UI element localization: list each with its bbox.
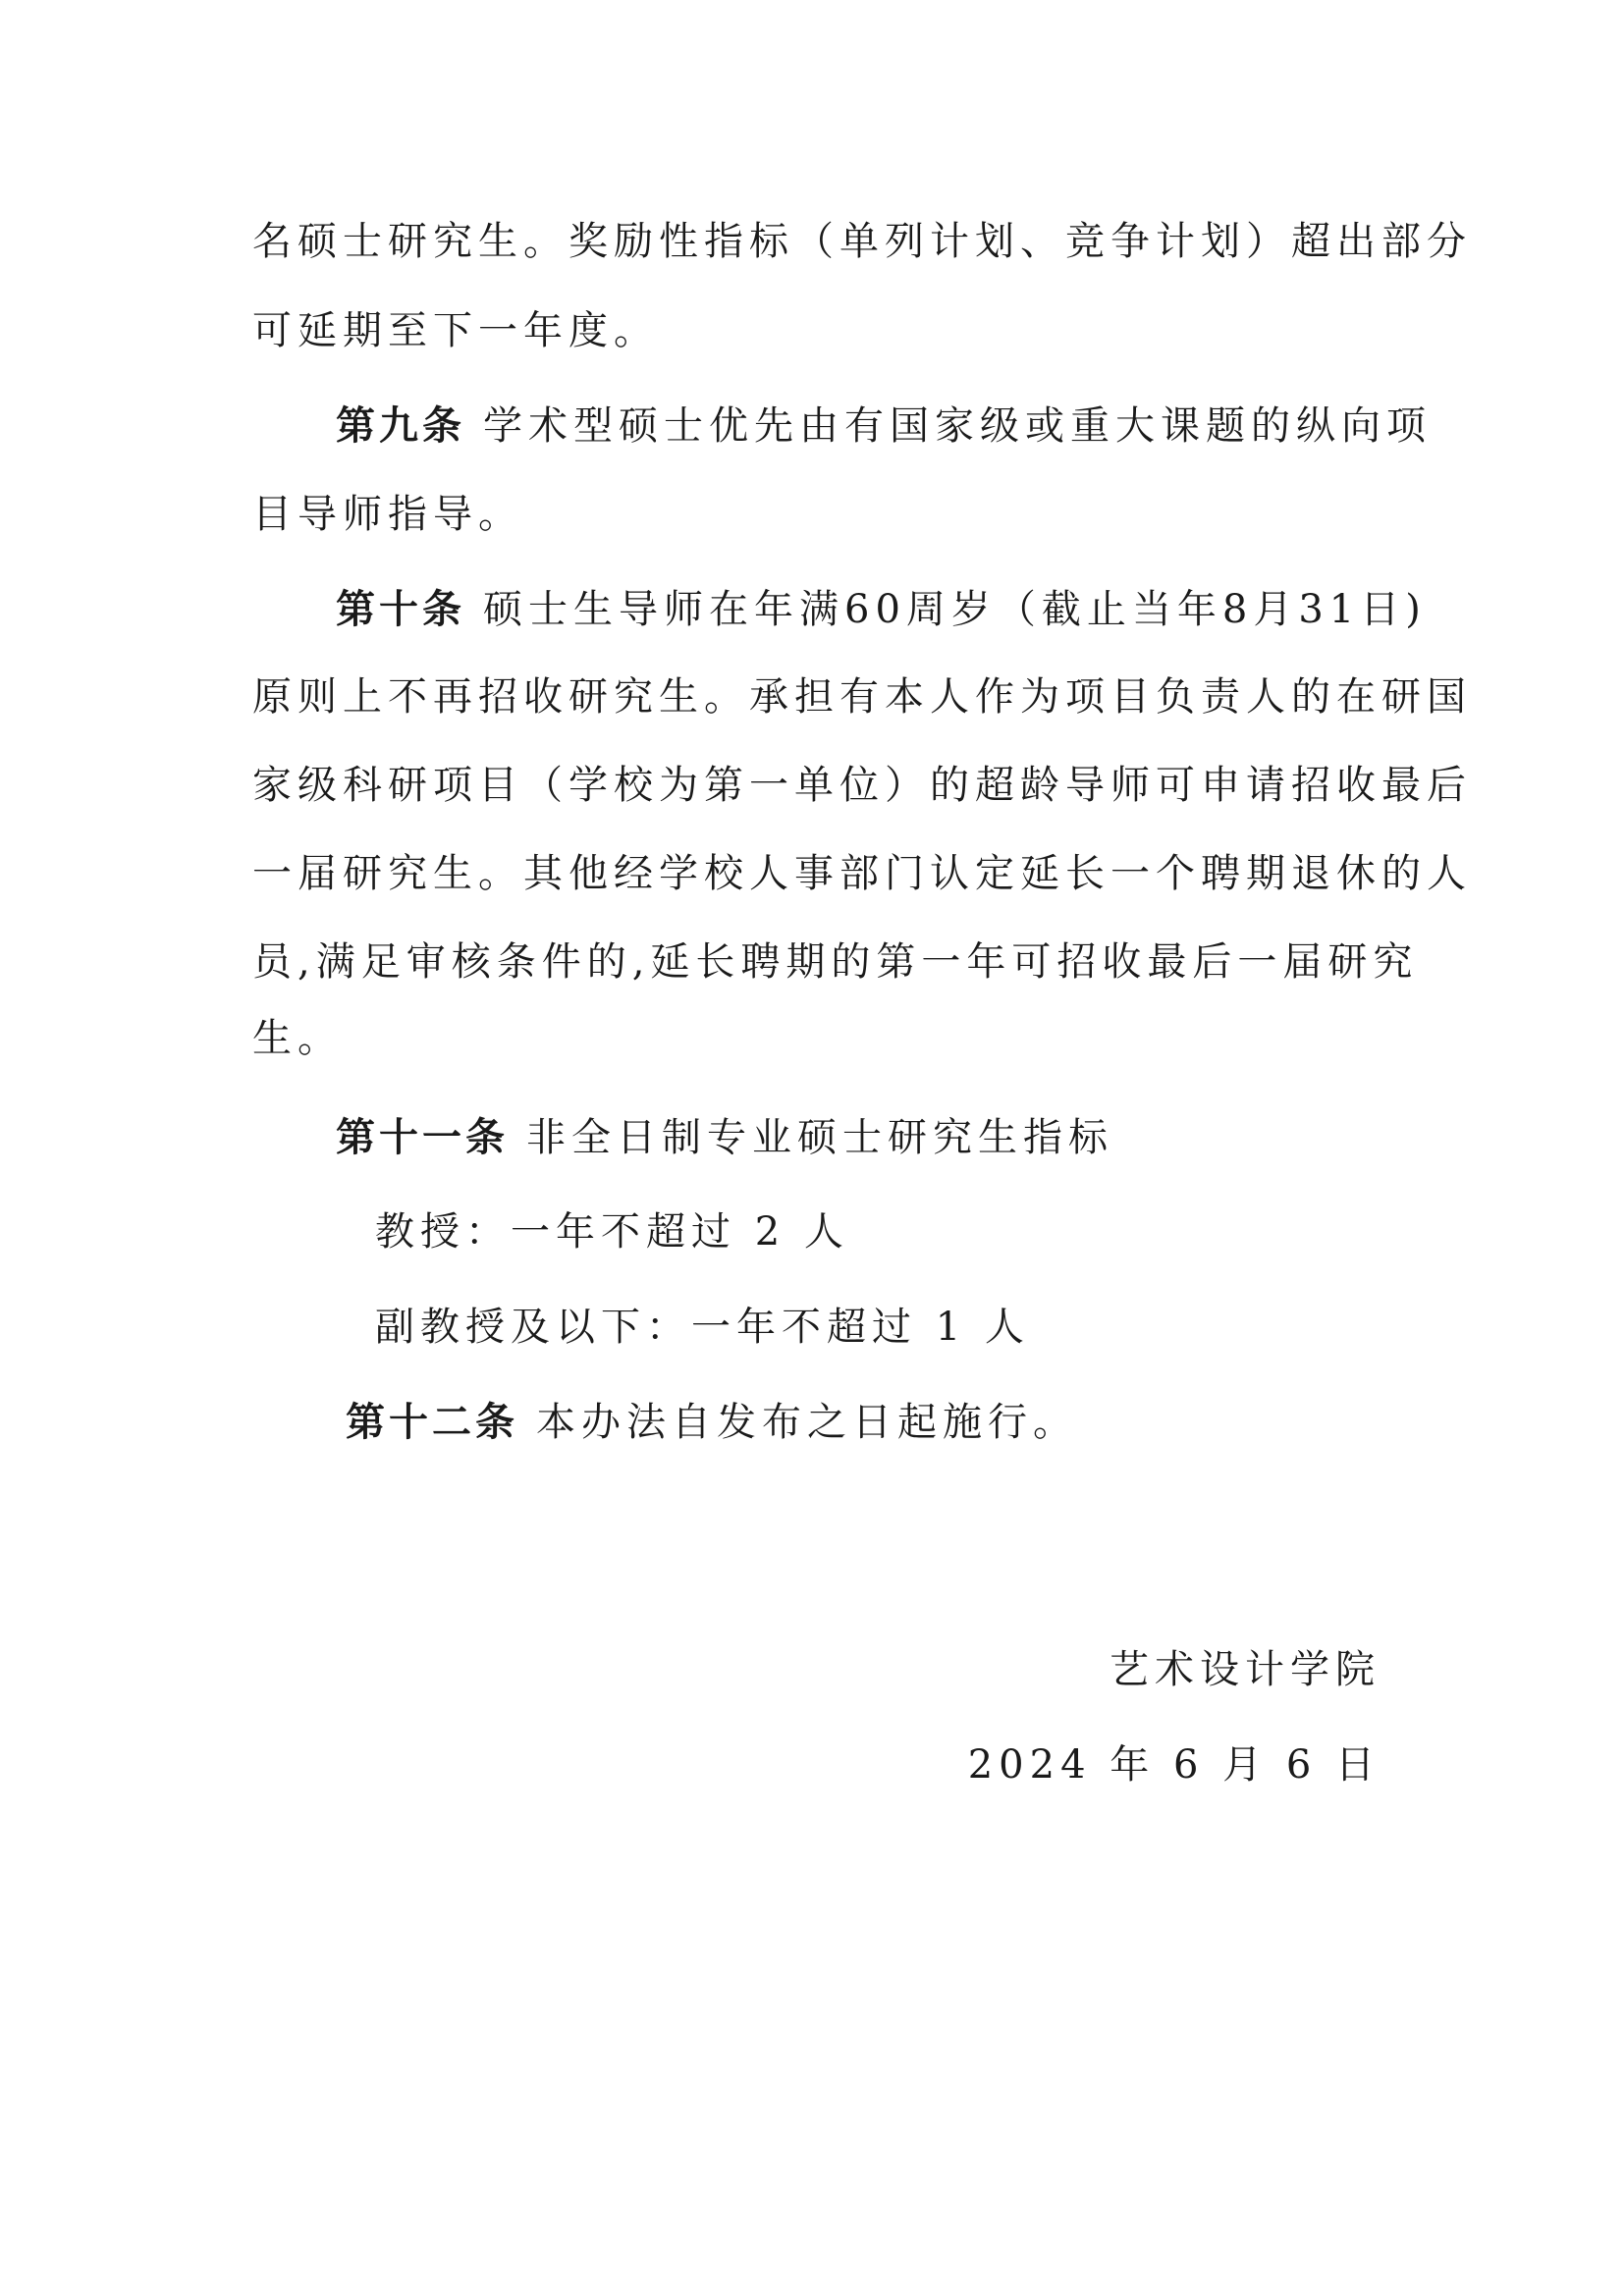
- paragraph-line: 目导师指导。: [252, 492, 523, 537]
- article-heading: 第九条: [336, 402, 465, 449]
- article-heading: 第十一条: [336, 1114, 509, 1160]
- article-11: [336, 1114, 1113, 1161]
- paragraph-line: 一届研究生。其他经学校人事部门认定延长一个聘期退休的人: [252, 851, 1472, 896]
- signature-date: 2024 年 6 月 6 日: [967, 1742, 1380, 1788]
- paragraph-line: 可延期至下一年度。: [252, 308, 659, 353]
- article-text: 硕士生导师在年满60周岁（截止当年8月31日): [483, 587, 1427, 632]
- article-text: 本办法自发布之日起施行。: [536, 1400, 1078, 1445]
- article-text: 学术型硕士优先由有国家级或重大课题的纵向项: [483, 403, 1432, 449]
- article-heading: 第十条: [336, 586, 465, 632]
- article-heading: 第十二条: [346, 1399, 518, 1445]
- article-10: [336, 586, 1427, 633]
- quota-associate-professor: 副教授及以下：一年不超过 1 人: [375, 1305, 1030, 1350]
- paragraph-line: 生。: [252, 1016, 343, 1061]
- signature-org: 艺术设计学院: [1110, 1647, 1380, 1692]
- article-9: [336, 402, 1432, 450]
- paragraph-line: 员,满足审核条件的,延长聘期的第一年可招收最后一届研究: [252, 939, 1419, 985]
- paragraph-line: 名硕士研究生。奖励性指标（单列计划、竞争计划）超出部分: [252, 219, 1472, 264]
- paragraph-line: 家级科研项目（学校为第一单位）的超龄导师可申请招收最后: [252, 763, 1472, 808]
- article-12: [346, 1399, 1078, 1446]
- paragraph-line: 原则上不再招收研究生。承担有本人作为项目负责人的在研国: [252, 674, 1472, 720]
- article-text: 非全日制专业硕士研究生指标: [526, 1115, 1113, 1160]
- quota-professor: 教授：一年不超过 2 人: [375, 1209, 849, 1255]
